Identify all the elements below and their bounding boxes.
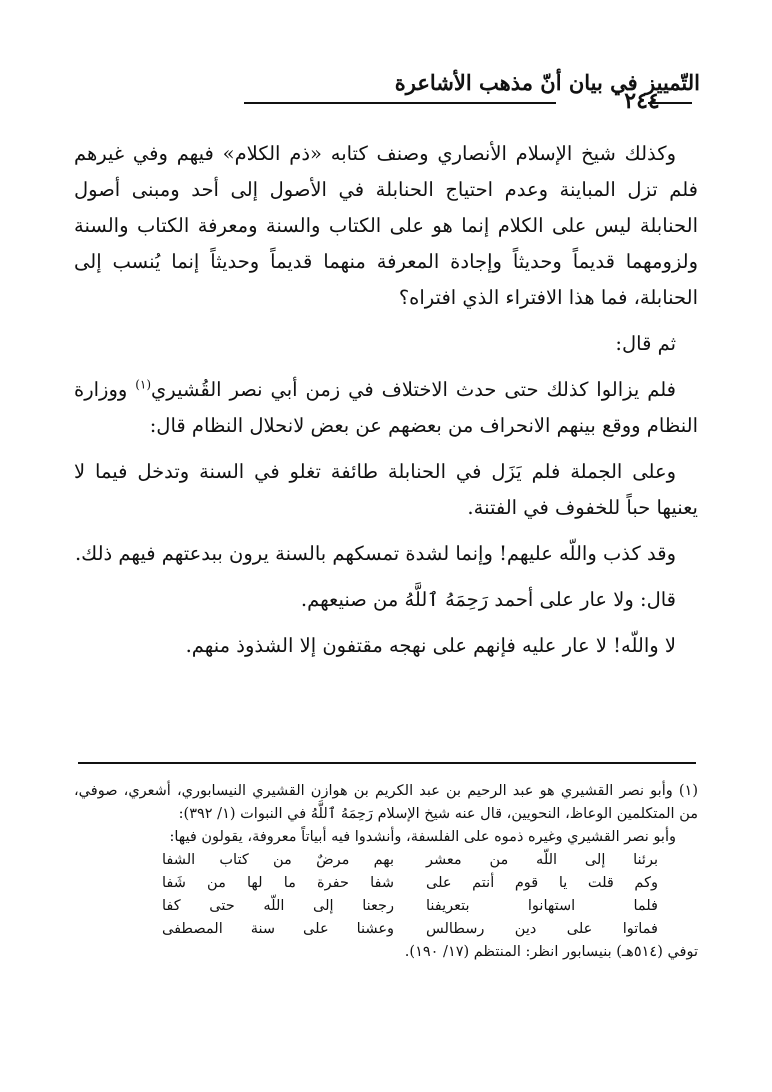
verse-second-half: شفا حفرة ما لها من شَفا <box>162 875 394 891</box>
footnote-1-intro: وأبو نصر القشيري وغيره ذموه على الفلسفة، وأنشدوا فيه أبياتاً معروفة، يقولون فيها: <box>169 829 676 845</box>
verse-line <box>74 918 658 941</box>
paragraph-3-text-b: ووزارة النظام ووقع بينهم الانحراف من بعضهم عن بعض لانحلال النظام قال: <box>74 378 698 437</box>
verse-first-half: وكم قلت يا قوم أنتم على <box>426 875 658 891</box>
footnote-separator <box>78 762 696 764</box>
verse-second-half: وعشنا على سنة المصطفى <box>162 921 394 937</box>
verse-line <box>74 895 658 918</box>
verse-first-half: فلما استهانوا بتعريفنا <box>426 898 658 914</box>
running-header-title: التّمييز في بيان أنّ مذهب الأشاعرة <box>394 70 700 95</box>
poem-verses <box>74 849 698 941</box>
verse-second-half: بهم مرضٌ من كتاب الشفا <box>162 852 394 868</box>
paragraph-3-text-a: فلم يزالوا كذلك حتى حدث الاختلاف في زمن أبي نصر القُشيري <box>151 378 677 401</box>
header-rule <box>244 102 556 104</box>
footnote-reference[interactable]: (١) <box>135 377 152 392</box>
page-number: ٢٤٤ <box>624 88 660 114</box>
footnote-block <box>74 780 698 964</box>
footnote-1-text: (١) وأبو نصر القشيري هو عبد الرحيم بن عبد الكريم بن هوازن القشيري النيسابوري، أشعري، صوفي، من المتكلمين الوعاظ، النحويين، قال عنه شيخ الإسلام رَحِمَهُ ٱللَّهُ في النبوات (١/ ٣٩٢): <box>74 783 698 822</box>
paragraph-2: ثم قال: <box>615 332 676 355</box>
verse-first-half: برئنا إلى اللّه من معشر <box>426 852 658 868</box>
footnote-1-closing: توفي (٥١٤هـ) بنيسابور انظر: المنتظم (١٧/ ١٩٠). <box>404 944 698 960</box>
paragraph-5: وقد كذب واللّه عليهم! وإنما لشدة تمسكهم بالسنة يرون ببدعتهم فيهم ذلك. <box>74 542 676 565</box>
verse-first-half: فماتوا على دين رسطالس <box>426 921 658 937</box>
header-rule-short <box>648 102 692 104</box>
paragraph-4: وعلى الجملة فلم يَزَل في الحنابلة طائفة تغلو في السنة وتدخل فيما لا يعنيها حباً للخفوف في الفتنة. <box>74 460 698 519</box>
paragraph-1: وكذلك شيخ الإسلام الأنصاري وصنف كتابه «ذم الكلام» فيهم وفي غيرهم فلم تزل المباينة وعدم احتياج الحنابلة في الأصول إلى أحد ومبنى أصول الحنابلة ليس على الكلام إنما هو على الكتاب والسنة ومعرفة الكتاب والسنة ولزومهما قديماً وحديثاً وإجادة المعرفة منهما قديماً وحديثاً إنما يُنسب إلى الحنابلة، فما هذا الافتراء الذي افتراه؟ <box>74 142 698 309</box>
main-text <box>74 136 698 674</box>
verse-line <box>74 849 658 872</box>
paragraph-3 <box>74 372 698 444</box>
verse-second-half: رجعنا إلى اللّه حتى كفا <box>162 898 394 914</box>
paragraph-6: قال: ولا عار على أحمد رَحِمَهُ ٱللَّهُ من صنيعهم. <box>300 588 676 611</box>
paragraph-7: لا واللّه! لا عار عليه فإنهم على نهجه مقتفون إلا الشذوذ منهم. <box>185 634 676 657</box>
verse-line <box>74 872 658 895</box>
